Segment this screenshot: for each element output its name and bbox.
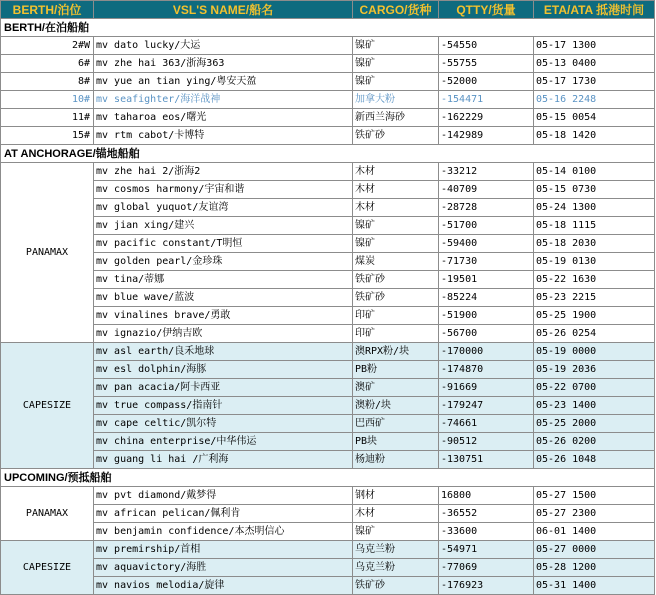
qtty-cell[interactable]: -90512: [439, 433, 534, 451]
vessel-cell[interactable]: mv tina/蒂娜: [94, 271, 353, 289]
eta-cell[interactable]: 05-28 1200: [534, 559, 655, 577]
eta-cell[interactable]: 05-13 0400: [534, 55, 655, 73]
table-row[interactable]: [1, 361, 655, 379]
vessel-cell[interactable]: mv pan acacia/阿卡西亚: [94, 379, 353, 397]
vessel-cell[interactable]: mv blue wave/蓝波: [94, 289, 353, 307]
cargo-cell[interactable]: PB块: [353, 433, 439, 451]
cargo-cell[interactable]: 铁矿砂: [353, 127, 439, 145]
eta-cell[interactable]: 05-15 0054: [534, 109, 655, 127]
qtty-cell[interactable]: -176923: [439, 577, 534, 595]
table-row[interactable]: [1, 163, 655, 181]
vessel-cell[interactable]: mv zhe hai 363/浙海363: [94, 55, 353, 73]
vessel-cell[interactable]: mv pvt diamond/戴梦得: [94, 487, 353, 505]
eta-cell[interactable]: 06-01 1400: [534, 523, 655, 541]
table-row[interactable]: [1, 307, 655, 325]
table-row[interactable]: [1, 217, 655, 235]
qtty-cell[interactable]: -54550: [439, 37, 534, 55]
header-vessel[interactable]: VSL'S NAME/船名: [94, 1, 353, 19]
cargo-cell[interactable]: 钢材: [353, 487, 439, 505]
vessel-cell[interactable]: mv asl earth/良禾地球: [94, 343, 353, 361]
cargo-cell[interactable]: 镍矿: [353, 235, 439, 253]
vessel-cell[interactable]: mv african pelican/佩利肯: [94, 505, 353, 523]
vessel-cell[interactable]: mv navios melodia/旋律: [94, 577, 353, 595]
table-row[interactable]: [1, 37, 655, 55]
qtty-cell[interactable]: -71730: [439, 253, 534, 271]
vessel-cell[interactable]: mv premirship/首相: [94, 541, 353, 559]
table-row[interactable]: [1, 253, 655, 271]
header-row: [1, 1, 655, 19]
cargo-cell[interactable]: 杨迪粉: [353, 451, 439, 469]
qtty-cell[interactable]: -51700: [439, 217, 534, 235]
table-row[interactable]: [1, 523, 655, 541]
qtty-cell[interactable]: -179247: [439, 397, 534, 415]
table-row[interactable]: [1, 289, 655, 307]
vessel-cell[interactable]: mv cape celtic/凯尔特: [94, 415, 353, 433]
table-row[interactable]: [1, 505, 655, 523]
cargo-cell[interactable]: 镍矿: [353, 73, 439, 91]
eta-cell[interactable]: 05-18 1115: [534, 217, 655, 235]
vessel-cell[interactable]: mv benjamin confidence/本杰明信心: [94, 523, 353, 541]
header-qtty[interactable]: QTTY/货量: [439, 1, 534, 19]
table-row[interactable]: [1, 433, 655, 451]
qtty-cell[interactable]: -56700: [439, 325, 534, 343]
cargo-cell[interactable]: 铁矿砂: [353, 289, 439, 307]
table-row[interactable]: [1, 577, 655, 595]
cargo-cell[interactable]: 印矿: [353, 325, 439, 343]
table-row[interactable]: [1, 379, 655, 397]
berth-cell[interactable]: 10#: [1, 91, 94, 109]
cargo-cell[interactable]: 印矿: [353, 307, 439, 325]
table-row[interactable]: [1, 325, 655, 343]
cargo-cell[interactable]: PB粉: [353, 361, 439, 379]
table-row[interactable]: [1, 127, 655, 145]
vessel-cell[interactable]: mv zhe hai 2/浙海2: [94, 163, 353, 181]
table-row[interactable]: [1, 199, 655, 217]
vessel-cell[interactable]: mv vinalines brave/勇敢: [94, 307, 353, 325]
table-row[interactable]: [1, 235, 655, 253]
cargo-cell[interactable]: 乌克兰粉: [353, 541, 439, 559]
header-berth[interactable]: BERTH/泊位: [1, 1, 94, 19]
eta-cell[interactable]: 05-25 1900: [534, 307, 655, 325]
cargo-cell[interactable]: 煤炭: [353, 253, 439, 271]
vessel-cell[interactable]: mv cosmos harmony/宇宙和谐: [94, 181, 353, 199]
cargo-cell[interactable]: 镍矿: [353, 523, 439, 541]
eta-cell[interactable]: 05-14 0100: [534, 163, 655, 181]
eta-cell[interactable]: 05-17 1730: [534, 73, 655, 91]
berth-cell[interactable]: 15#: [1, 127, 94, 145]
qtty-cell[interactable]: -74661: [439, 415, 534, 433]
group-label: CAPESIZE: [1, 343, 94, 469]
qtty-cell[interactable]: -162229: [439, 109, 534, 127]
qtty-cell[interactable]: -33600: [439, 523, 534, 541]
section-upcoming-title: UPCOMING/预抵船舶: [1, 469, 655, 487]
eta-cell[interactable]: 05-26 1048: [534, 451, 655, 469]
cargo-cell[interactable]: 巴西矿: [353, 415, 439, 433]
eta-cell[interactable]: 05-23 2215: [534, 289, 655, 307]
cargo-cell[interactable]: 镍矿: [353, 217, 439, 235]
cargo-cell[interactable]: 木材: [353, 199, 439, 217]
eta-cell[interactable]: 05-27 0000: [534, 541, 655, 559]
eta-cell[interactable]: 05-31 1400: [534, 577, 655, 595]
header-cargo[interactable]: CARGO/货种: [353, 1, 439, 19]
cargo-cell[interactable]: 澳RPX粉/块: [353, 343, 439, 361]
qtty-cell[interactable]: -52000: [439, 73, 534, 91]
qtty-cell[interactable]: -59400: [439, 235, 534, 253]
table-row[interactable]: [1, 487, 655, 505]
cargo-cell[interactable]: 澳矿: [353, 379, 439, 397]
berth-cell[interactable]: 11#: [1, 109, 94, 127]
eta-cell[interactable]: 05-19 2036: [534, 361, 655, 379]
table-row[interactable]: [1, 541, 655, 559]
header-eta[interactable]: ETA/ATA 抵港时间: [534, 1, 655, 19]
cargo-cell[interactable]: 木材: [353, 181, 439, 199]
vessel-cell[interactable]: mv seafighter/海洋战神: [94, 91, 353, 109]
qtty-cell[interactable]: -36552: [439, 505, 534, 523]
table-row[interactable]: [1, 397, 655, 415]
cargo-cell[interactable]: 铁矿砂: [353, 271, 439, 289]
eta-cell[interactable]: 05-27 2300: [534, 505, 655, 523]
eta-cell[interactable]: 05-15 0730: [534, 181, 655, 199]
vessel-cell[interactable]: mv jian xing/建兴: [94, 217, 353, 235]
cargo-cell[interactable]: 镍矿: [353, 37, 439, 55]
eta-cell[interactable]: 05-16 2248: [534, 91, 655, 109]
eta-cell[interactable]: 05-18 1420: [534, 127, 655, 145]
vessel-cell[interactable]: mv esl dolphin/海豚: [94, 361, 353, 379]
table-row[interactable]: [1, 343, 655, 361]
table-row[interactable]: [1, 451, 655, 469]
cargo-cell[interactable]: 加拿大粉: [353, 91, 439, 109]
berth-cell[interactable]: 8#: [1, 73, 94, 91]
qtty-cell[interactable]: -154471: [439, 91, 534, 109]
qtty-cell[interactable]: -55755: [439, 55, 534, 73]
cargo-cell[interactable]: 镍矿: [353, 55, 439, 73]
eta-cell[interactable]: 05-22 0700: [534, 379, 655, 397]
group-label: CAPESIZE: [1, 541, 94, 595]
table-row[interactable]: [1, 55, 655, 73]
qtty-cell[interactable]: -51900: [439, 307, 534, 325]
table-row[interactable]: [1, 271, 655, 289]
table-row[interactable]: [1, 559, 655, 577]
berth-cell[interactable]: 6#: [1, 55, 94, 73]
eta-cell[interactable]: 05-18 2030: [534, 235, 655, 253]
eta-cell[interactable]: 05-19 0000: [534, 343, 655, 361]
eta-cell[interactable]: 05-17 1300: [534, 37, 655, 55]
qtty-cell[interactable]: -40709: [439, 181, 534, 199]
eta-cell[interactable]: 05-22 1630: [534, 271, 655, 289]
table-row[interactable]: [1, 181, 655, 199]
vessel-cell[interactable]: mv china enterprise/中华伟运: [94, 433, 353, 451]
qtty-cell[interactable]: -19501: [439, 271, 534, 289]
table-row[interactable]: [1, 73, 655, 91]
group-label: PANAMAX: [1, 487, 94, 541]
qtty-cell[interactable]: -130751: [439, 451, 534, 469]
qtty-cell[interactable]: -91669: [439, 379, 534, 397]
qtty-cell[interactable]: -85224: [439, 289, 534, 307]
qtty-cell[interactable]: -170000: [439, 343, 534, 361]
qtty-cell[interactable]: -142989: [439, 127, 534, 145]
vessel-cell[interactable]: mv yue an tian ying/粤安天盈: [94, 73, 353, 91]
vessel-cell[interactable]: mv guang li hai /广利海: [94, 451, 353, 469]
eta-cell[interactable]: 05-24 1300: [534, 199, 655, 217]
section-berth: [1, 19, 655, 37]
qtty-cell[interactable]: -54971: [439, 541, 534, 559]
vessel-cell[interactable]: mv golden pearl/金珍珠: [94, 253, 353, 271]
section-upcoming: [1, 469, 655, 487]
cargo-cell[interactable]: 澳粉/块: [353, 397, 439, 415]
table-row[interactable]: [1, 109, 655, 127]
eta-cell[interactable]: 05-26 0254: [534, 325, 655, 343]
section-anchorage-title: AT ANCHORAGE/锚地船舶: [1, 145, 655, 163]
section-berth-title: BERTH/在泊船舶: [1, 19, 655, 37]
eta-cell[interactable]: 05-23 1400: [534, 397, 655, 415]
qtty-cell[interactable]: -174870: [439, 361, 534, 379]
vessel-cell[interactable]: mv taharoa eos/曙光: [94, 109, 353, 127]
vessel-cell[interactable]: mv global yuquot/友谊湾: [94, 199, 353, 217]
qtty-cell[interactable]: -28728: [439, 199, 534, 217]
group-label: PANAMAX: [1, 163, 94, 343]
eta-cell[interactable]: 05-25 2000: [534, 415, 655, 433]
eta-cell[interactable]: 05-26 0200: [534, 433, 655, 451]
vessel-cell[interactable]: mv aquavictory/海胜: [94, 559, 353, 577]
cargo-cell[interactable]: 木材: [353, 163, 439, 181]
vessel-cell[interactable]: mv true compass/指南针: [94, 397, 353, 415]
table-body: [1, 1, 655, 595]
section-anchorage: [1, 145, 655, 163]
berth-cell[interactable]: 2#W: [1, 37, 94, 55]
vessel-cell[interactable]: mv rtm cabot/卡博特: [94, 127, 353, 145]
vessel-cell[interactable]: mv dato lucky/大运: [94, 37, 353, 55]
vessel-cell[interactable]: mv pacific constant/T明恒: [94, 235, 353, 253]
table-row[interactable]: [1, 91, 655, 109]
cargo-cell[interactable]: 乌克兰粉: [353, 559, 439, 577]
qtty-cell[interactable]: -77069: [439, 559, 534, 577]
cargo-cell[interactable]: 铁矿砂: [353, 577, 439, 595]
qtty-cell[interactable]: 16800: [439, 487, 534, 505]
eta-cell[interactable]: 05-19 0130: [534, 253, 655, 271]
eta-cell[interactable]: 05-27 1500: [534, 487, 655, 505]
qtty-cell[interactable]: -33212: [439, 163, 534, 181]
table-row[interactable]: [1, 415, 655, 433]
cargo-cell[interactable]: 新西兰海砂: [353, 109, 439, 127]
vessel-cell[interactable]: mv ignazio/伊纳吉欧: [94, 325, 353, 343]
cargo-cell[interactable]: 木材: [353, 505, 439, 523]
